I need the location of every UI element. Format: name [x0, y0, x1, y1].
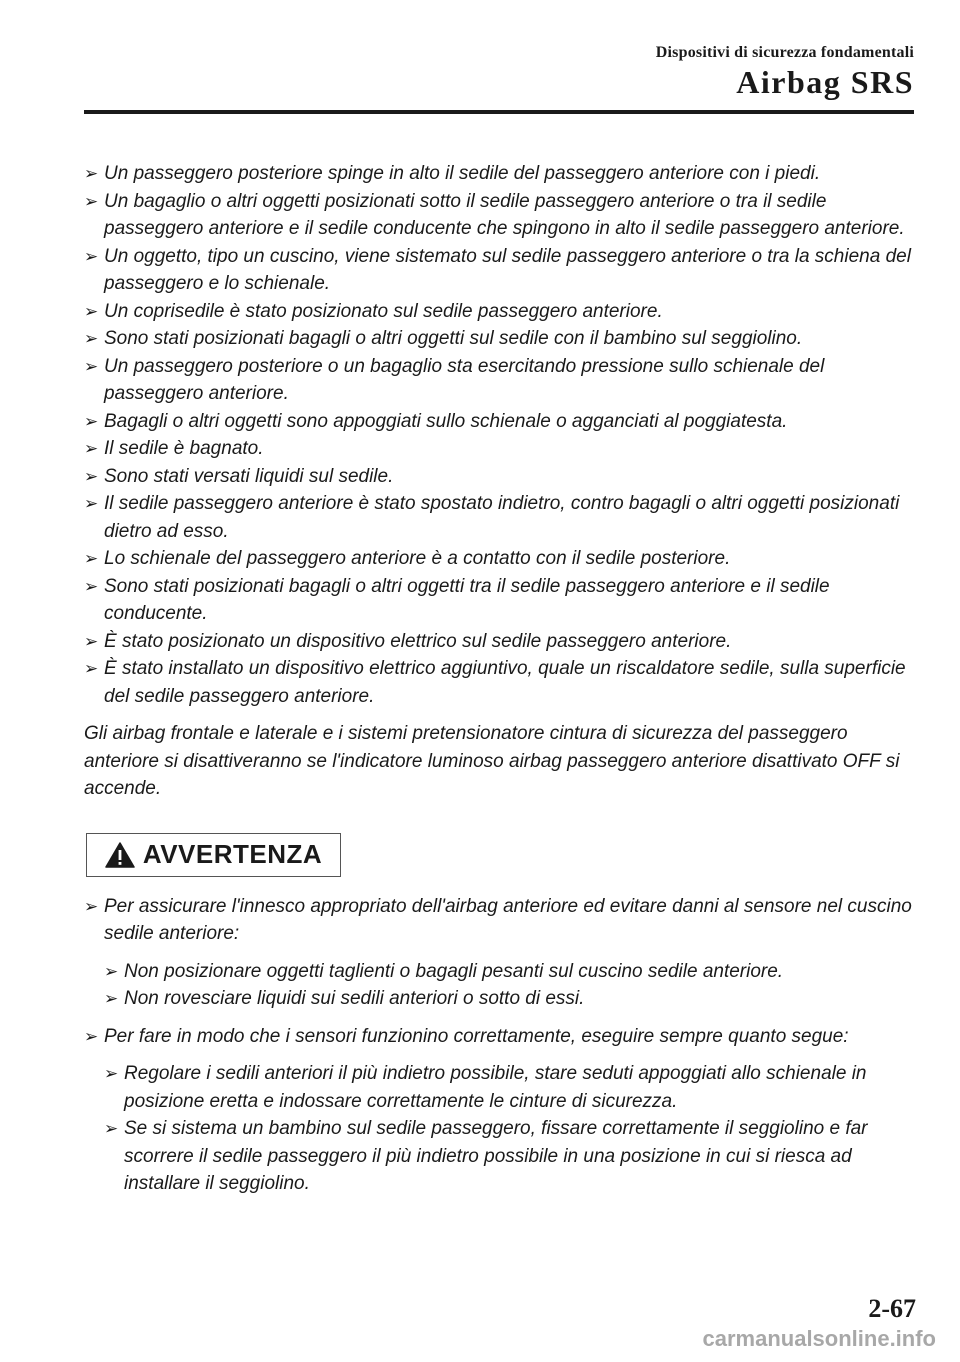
list-item-text: Un oggetto, tipo un cuscino, viene sistemato sul sedile passeggero anteriore o tra la schiena del passeggero e lo schienale.: [104, 245, 911, 294]
bullet-arrow-icon: ➢: [84, 164, 99, 183]
main-content: [84, 160, 916, 1208]
warning-subitem: [104, 958, 916, 986]
bullet-arrow-icon: ➢: [84, 301, 99, 321]
condition-item: [84, 243, 916, 298]
list-item-text: Se si sistema un bambino sul sedile passeggero, fissare correttamente il seggiolino e far scorrere il sedile passeggero il più indietro possibile in una posizione in cui si riesca ad installare il seggiolino.: [124, 1118, 868, 1194]
bullet-arrow-icon: ➢: [84, 411, 99, 431]
list-item-text: Non posizionare oggetti taglienti o bagagli pesanti sul cuscino sedile anteriore.: [124, 960, 784, 982]
list-item-text: Un passeggero posteriore spinge in alto il sedile del passeggero anteriore con i piedi.: [104, 163, 821, 184]
list-item-text: Il sedile è bagnato.: [104, 438, 264, 459]
condition-item: [84, 545, 916, 573]
bullet-arrow-icon: ➢: [84, 466, 99, 486]
summary-paragraph: Gli airbag frontale e laterale e i sistemi pretensionatore cintura di sicurezza del passeggero anteriore si disattiveranno se l'indicatore luminoso airbag passeggero anteriore disattivato OFF si accende.: [84, 723, 900, 799]
list-item-text: Il sedile passeggero anteriore è stato spostato indietro, contro bagagli o altri oggetti posizionati dietro ad esso.: [104, 493, 900, 542]
warning-item: [84, 1023, 916, 1198]
bullet-arrow-icon: ➢: [84, 631, 99, 651]
list-item-text: Bagagli o altri oggetti sono appoggiati sullo schienale o agganciati al poggiatesta.: [104, 410, 788, 432]
section-title: Dispositivi di sicurezza fondamentali: [655, 44, 914, 61]
warning-subitem: [104, 1060, 916, 1115]
warning-item: [84, 893, 916, 1013]
bullet-arrow-icon: ➢: [84, 659, 99, 678]
list-item-text: Un passeggero posteriore o un bagaglio sta esercitando pressione sullo schienale del passeggero anteriore.: [104, 355, 825, 404]
bullet-arrow-icon: ➢: [84, 246, 99, 266]
list-item-text: Per fare in modo che i sensori funzionino correttamente, eseguire sempre quanto segue:: [104, 1025, 849, 1047]
list-item-text: Lo schienale del passeggero anteriore è a contatto con il sedile posteriore.: [104, 548, 731, 569]
list-item-text: Sono stati posizionati bagagli o altri oggetti sul sedile con il bambino sul seggiolino.: [104, 328, 803, 349]
warning-label: AVVERTENZA: [142, 838, 323, 869]
bullet-arrow-icon: ➢: [84, 191, 99, 211]
bullet-arrow-icon: ➢: [84, 549, 99, 568]
bullet-arrow-icon: ➢: [84, 1026, 99, 1046]
conditions-list: [84, 160, 916, 710]
condition-item: [84, 353, 916, 408]
warning-sublist: [104, 958, 916, 1013]
condition-item: [84, 435, 916, 463]
bullet-arrow-icon: ➢: [104, 1119, 119, 1138]
bullet-arrow-icon: ➢: [84, 329, 99, 348]
page-title: Airbag SRS: [736, 64, 914, 100]
bullet-arrow-icon: ➢: [104, 961, 119, 981]
condition-item: [84, 490, 916, 545]
warning-subitem: [104, 1115, 916, 1198]
list-item-text: È stato installato un dispositivo elettrico aggiuntivo, quale un riscaldatore sedile, sulla superficie del sedile passeggero anteriore.: [104, 658, 906, 707]
bullet-arrow-icon: ➢: [104, 989, 119, 1008]
bullet-arrow-icon: ➢: [84, 896, 99, 916]
bullet-arrow-icon: ➢: [104, 1064, 119, 1083]
list-item-text: Sono stati posizionati bagagli o altri oggetti tra il sedile passeggero anteriore e il sedile conducente.: [104, 575, 830, 624]
list-item-text: Sono stati versati liquidi sul sedile.: [104, 465, 394, 487]
condition-item: [84, 160, 916, 188]
bullet-arrow-icon: ➢: [84, 576, 99, 596]
condition-item: [84, 188, 916, 243]
bullet-arrow-icon: ➢: [84, 494, 99, 513]
condition-item: [84, 298, 916, 326]
condition-item: [84, 655, 916, 710]
bullet-arrow-icon: ➢: [84, 439, 99, 458]
list-item-text: Non rovesciare liquidi sui sedili anteriori o sotto di essi.: [124, 988, 585, 1009]
page-number: 2-67: [868, 1294, 916, 1323]
list-item-text: È stato posizionato un dispositivo elettrico sul sedile passeggero anteriore.: [104, 630, 732, 652]
condition-item: [84, 573, 916, 628]
list-item-text: Un bagaglio o altri oggetti posizionati sotto il sedile passeggero anteriore o tra il sedile passeggero anteriore e il sedile conducente che spingono in alto il sedile passeggero anteriore.: [104, 190, 905, 239]
list-item-text: Per assicurare l'innesco appropriato dell'airbag anteriore ed evitare danni al sensore nel cuscino sedile anteriore:: [104, 895, 912, 944]
warning-banner: [86, 833, 341, 877]
bullet-arrow-icon: ➢: [84, 356, 99, 376]
warning-triangle-icon: [105, 842, 135, 868]
list-item-text: Un coprisedile è stato posizionato sul sedile passeggero anteriore.: [104, 300, 663, 322]
condition-item: [84, 463, 916, 491]
list-item-text: Regolare i sedili anteriori il più indietro possibile, stare seduti appoggiati allo schienale in posizione eretta e indossare correttamente le cinture di sicurezza.: [124, 1063, 867, 1112]
condition-item: [84, 408, 916, 436]
warning-subitem: [104, 985, 916, 1013]
condition-item: [84, 325, 916, 353]
warning-list: [84, 893, 916, 1198]
watermark: carmanualsonline.info: [702, 1326, 936, 1351]
condition-item: [84, 628, 916, 656]
warning-sublist: [104, 1060, 916, 1198]
header-rule: [84, 110, 914, 114]
